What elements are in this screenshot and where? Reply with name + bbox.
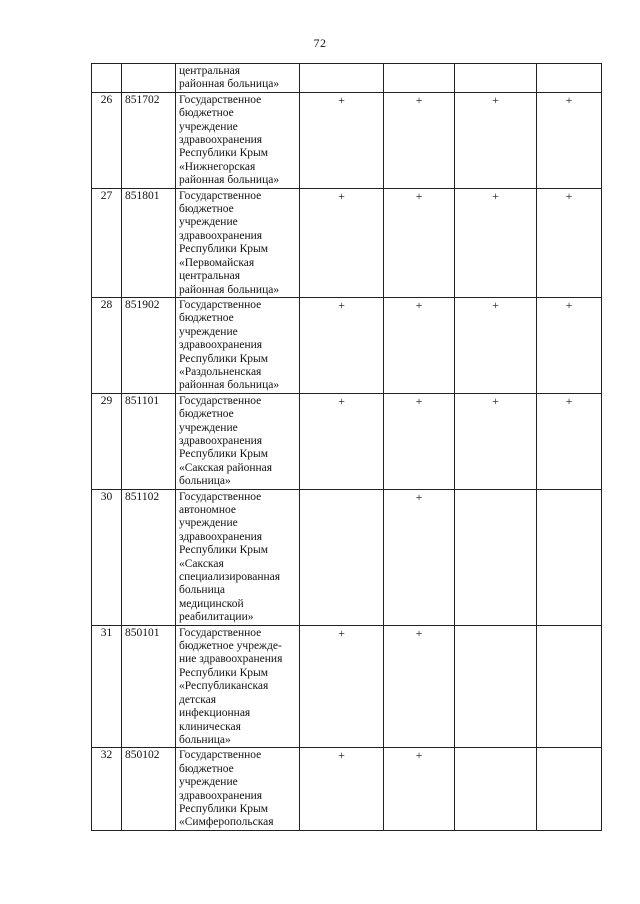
institution-name-line: «Раздольненская — [179, 365, 262, 378]
institution-name-line: Государственное — [179, 189, 262, 202]
flag-cell-2: + — [384, 489, 455, 625]
table-row — [92, 489, 602, 625]
flag-cell-4 — [537, 489, 602, 625]
flag-cell-3 — [455, 748, 537, 830]
institution-name-cell — [176, 393, 300, 489]
flag-cell-3 — [455, 489, 537, 625]
flag-cell-3: + — [455, 92, 537, 188]
table-row-continuation — [92, 64, 602, 93]
flag-cell-4: + — [537, 297, 602, 393]
flag-cell-1 — [300, 64, 384, 93]
institution-name-line: «Сакская — [179, 557, 224, 570]
institution-name-line: учреждение — [179, 776, 238, 789]
institution-name-line: Государственное — [179, 490, 262, 503]
institution-name-line: Республики Крым — [179, 147, 268, 160]
row-number-cell: 31 — [92, 625, 122, 748]
institution-name-line: Государственное — [179, 749, 262, 762]
flag-cell-4 — [537, 748, 602, 830]
flag-cell-1: + — [300, 393, 384, 489]
institution-name-line: Государственное — [179, 394, 262, 407]
institution-name-line: Государственное — [179, 93, 262, 106]
flag-cell-1: + — [300, 188, 384, 297]
row-number-cell: 29 — [92, 393, 122, 489]
institution-name-line: больница» — [179, 475, 231, 488]
flag-cell-4: + — [537, 92, 602, 188]
institution-name-line: «Нижнегорская — [179, 160, 256, 173]
institution-name-line: Республики Крым — [179, 802, 268, 815]
page-number: 72 — [313, 36, 327, 50]
flag-cell-3: + — [455, 188, 537, 297]
table-row — [92, 393, 602, 489]
row-number-cell: 27 — [92, 188, 122, 297]
table-row — [92, 625, 602, 748]
flag-cell-1: + — [300, 625, 384, 748]
institution-name-cell — [176, 748, 300, 830]
table-row — [92, 297, 602, 393]
institution-name-line: здравоохранения — [179, 134, 263, 147]
institution-name-line: бюджетное — [179, 203, 234, 216]
flag-cell-2: + — [384, 92, 455, 188]
institution-name-line: здравоохранения — [179, 434, 263, 447]
institution-name-line: районная больница» — [179, 174, 280, 187]
institution-name-line: «Республиканская — [179, 680, 269, 693]
flag-cell-3: + — [455, 393, 537, 489]
flag-cell-2: + — [384, 625, 455, 748]
institution-name-line: районная больница» — [179, 283, 280, 296]
row-number-cell: 28 — [92, 297, 122, 393]
code-cell: 851902 — [122, 297, 176, 393]
institution-name-cell — [176, 188, 300, 297]
flag-cell-4: + — [537, 393, 602, 489]
code-cell: 851102 — [122, 489, 176, 625]
institution-name-line: районная больница» — [179, 379, 280, 392]
institution-name-line: автономное — [179, 504, 236, 516]
flag-cell-2: + — [384, 297, 455, 393]
flag-cell-2 — [384, 64, 455, 93]
institution-name-line: бюджетное — [179, 408, 234, 421]
code-cell: 851801 — [122, 188, 176, 297]
code-cell: 850102 — [122, 748, 176, 830]
row-number-cell — [92, 64, 122, 93]
institution-name-line: больница — [179, 584, 225, 597]
row-number-cell: 26 — [92, 92, 122, 188]
code-cell: 851101 — [122, 393, 176, 489]
flag-cell-2: + — [384, 188, 455, 297]
institution-name-line: районная больница» — [179, 78, 280, 91]
institution-name-line: больница» — [179, 733, 231, 746]
institution-name-line: клиническая — [179, 720, 241, 733]
code-cell: 851702 — [122, 92, 176, 188]
flag-cell-1: + — [300, 92, 384, 188]
institution-name-line: бюджетное учрежде- — [179, 640, 282, 653]
flag-cell-1 — [300, 489, 384, 625]
institution-name-line: здравоохранения — [179, 530, 263, 543]
flag-cell-2: + — [384, 748, 455, 830]
code-cell: 850101 — [122, 625, 176, 748]
institution-name-line: «Сакская районная — [179, 461, 273, 474]
institution-name-line: Государственное — [179, 626, 262, 639]
institution-name-line: инфекционная — [179, 707, 251, 720]
institution-name-line: центральная — [179, 65, 241, 77]
table-row — [92, 748, 602, 830]
facilities-table — [91, 63, 602, 831]
institution-name-line: Государственное — [179, 298, 262, 311]
institution-name-line: учреждение — [179, 325, 238, 338]
flag-cell-2: + — [384, 393, 455, 489]
institution-name-line: реабилитации» — [179, 611, 254, 624]
institution-name-line: учреждение — [179, 421, 238, 434]
flag-cell-4 — [537, 625, 602, 748]
table-row — [92, 188, 602, 297]
flag-cell-3: + — [455, 297, 537, 393]
institution-name-line: детская — [179, 693, 217, 706]
flag-cell-1: + — [300, 748, 384, 830]
institution-name-line: центральная — [179, 270, 241, 283]
institution-name-line: «Симферопольская — [179, 816, 274, 829]
institution-name-cell — [176, 64, 300, 93]
institution-name-cell — [176, 489, 300, 625]
institution-name-line: бюджетное — [179, 107, 234, 120]
institution-name-line: «Первомайская — [179, 256, 255, 269]
institution-name-line: Республики Крым — [179, 544, 268, 557]
institution-name-line: Республики Крым — [179, 243, 268, 256]
institution-name-line: бюджетное — [179, 312, 234, 325]
institution-name-line: ние здравоохранения — [179, 653, 283, 666]
flag-cell-4 — [537, 64, 602, 93]
institution-name-line: специализированная — [179, 571, 281, 584]
flag-cell-3 — [455, 64, 537, 93]
institution-name-cell — [176, 297, 300, 393]
flag-cell-1: + — [300, 297, 384, 393]
institution-name-line: медицинской — [179, 597, 244, 610]
institution-name-line: учреждение — [179, 216, 238, 229]
institution-name-line: Республики Крым — [179, 448, 268, 461]
institution-name-line: Республики Крым — [179, 666, 268, 679]
table-body — [92, 64, 602, 831]
institution-name-line: здравоохранения — [179, 339, 263, 352]
flag-cell-4: + — [537, 188, 602, 297]
table-row — [92, 92, 602, 188]
institution-name-cell — [176, 92, 300, 188]
institution-name-line: здравоохранения — [179, 789, 263, 802]
row-number-cell: 32 — [92, 748, 122, 830]
institution-name-line: Республики Крым — [179, 352, 268, 365]
institution-name-line: учреждение — [179, 120, 238, 133]
institution-name-line: здравоохранения — [179, 229, 263, 242]
code-cell — [122, 64, 176, 93]
flag-cell-3 — [455, 625, 537, 748]
institution-name-line: учреждение — [179, 517, 238, 530]
row-number-cell: 30 — [92, 489, 122, 625]
institution-name-cell — [176, 625, 300, 748]
institution-name-line: бюджетное — [179, 762, 234, 775]
